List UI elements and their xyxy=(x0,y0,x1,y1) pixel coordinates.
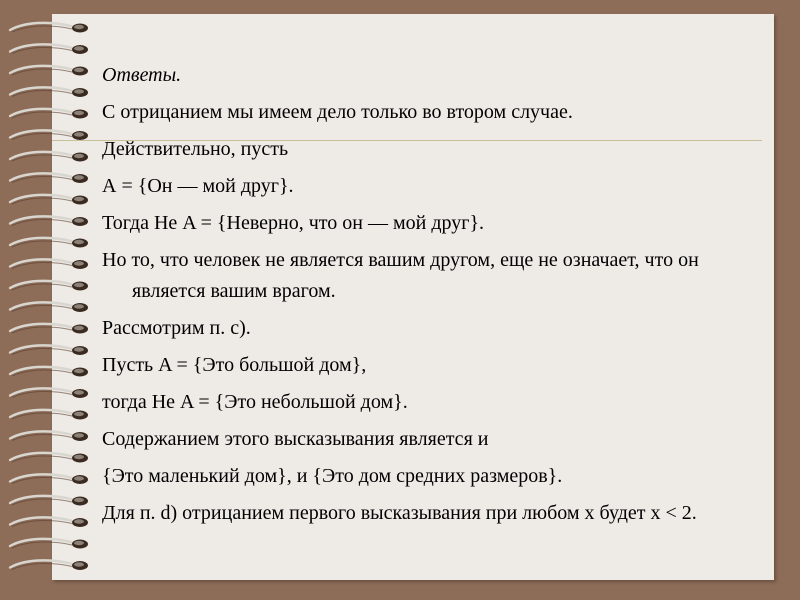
text-line-6: Рассмотрим п. с). xyxy=(102,317,251,339)
text-line-3: А = {Он — мой друг}. xyxy=(102,175,294,197)
text-line-4: Тогда Не A = {Неверно, что он — мой друг}. xyxy=(102,212,485,234)
slide-content xyxy=(102,60,762,535)
text-line-2: Действительно, пусть xyxy=(102,138,289,160)
text-line-8: тогда Не A = {Это небольшой дом}. xyxy=(102,391,408,413)
text-line-7: Пусть A = {Это большой дом}, xyxy=(102,354,367,376)
text-line-1: С отрицанием мы имеем дело только во втором случае. xyxy=(102,101,573,123)
text-line-5: Но то, что человек не является вашим другом, еще не означает, что он является вашим врагом. xyxy=(102,249,699,302)
spiral-binding-icon xyxy=(8,18,94,578)
slide-title: Ответы. xyxy=(102,64,182,86)
text-line-10: {Это маленький дом}, и {Это дом средних размеров}. xyxy=(102,465,563,487)
text-line-9: Содержанием этого высказывания является и xyxy=(102,428,489,450)
text-line-11: Для п. d) отрицанием первого высказывания при любом x будет x < 2. xyxy=(102,502,697,524)
